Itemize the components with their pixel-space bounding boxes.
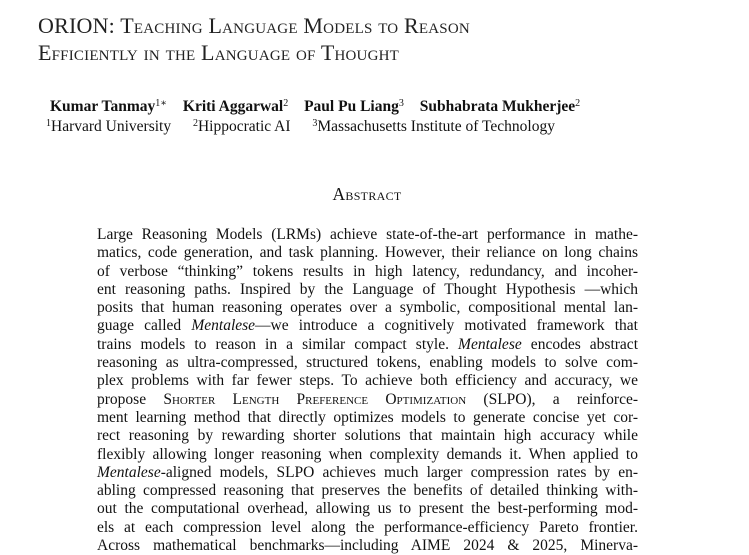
abstract-line	[97, 317, 638, 335]
author-list	[50, 97, 592, 117]
author	[50, 98, 167, 115]
abstract-line	[97, 336, 638, 354]
title-line-2: Efficiently in the Language of Thought	[38, 40, 399, 65]
abstract-line	[97, 409, 638, 427]
affiliation-name: Hippocratic AI	[197, 118, 291, 135]
abstract-text: -aligned models, SLPO achieves much larger compression rates by en-	[160, 463, 638, 481]
abstract-line	[97, 226, 638, 244]
author-marker: 2	[575, 98, 581, 109]
abstract-text: encodes abstract	[521, 335, 638, 353]
abstract-line	[97, 263, 638, 281]
abstract-line-cut-off	[97, 537, 638, 555]
abstract-text: reasoning as ultra-compressed, structured tokens, enabling models to solve com-	[97, 354, 638, 372]
abstract-text: of verbose “thinking” tokens results in high latency, redundancy, and incoher-	[97, 262, 638, 280]
author-name: Paul Pu Liang	[304, 98, 399, 115]
author-name: Kriti Aggarwal	[182, 98, 284, 115]
affiliation	[193, 118, 291, 135]
abstract-heading: Abstract	[332, 184, 402, 204]
abstract-body	[97, 226, 638, 555]
author-marker: 3	[398, 98, 404, 109]
abstract-line	[97, 519, 638, 537]
author	[420, 98, 580, 115]
slpo-method-name: Shorter Length Preference Optimization	[163, 390, 467, 408]
abstract-line	[97, 464, 638, 482]
abstract-line	[97, 482, 638, 500]
abstract-line	[97, 354, 638, 372]
author-name: Kumar Tanmay	[50, 98, 156, 115]
abstract-text: plex problems with far fewer steps. To achieve both efficiency and accuracy, we	[97, 372, 638, 390]
abstract-text: els at each compression level along the performance-efficiency Pareto frontier.	[97, 518, 638, 536]
affiliation-name: Harvard University	[51, 118, 172, 135]
mentalese-term: Mentalese	[191, 317, 256, 335]
abstract-line	[97, 299, 638, 317]
affiliation	[46, 118, 171, 135]
abstract-text: propose	[97, 390, 164, 408]
paper-title	[38, 12, 718, 66]
mentalese-term: Mentalese	[458, 335, 522, 353]
abstract-text: posits that human reasoning operates over a symbolic, compositional mental lan-	[97, 299, 638, 317]
abstract-text: —we introduce a cognitively motivated framework that	[255, 317, 638, 335]
author	[304, 98, 404, 115]
abstract-line	[97, 500, 638, 518]
affiliation-list	[46, 117, 573, 137]
title-line-1: ORION: Teaching Language Models to Reason	[38, 13, 470, 38]
abstract-text: trains models to reason in a similar compact style.	[97, 335, 459, 353]
abstract-text: ment learning method that directly optimizes models to generate concise yet cor-	[97, 408, 638, 426]
affiliation-marker: 1	[46, 118, 51, 129]
abstract-text: Across mathematical benchmarks—including AIME 2024 & 2025, Minerva-	[97, 537, 638, 555]
author-marker: 2	[283, 98, 289, 109]
author-marker: 1∗	[155, 98, 168, 109]
affiliation-name: Massachusetts Institute of Technology	[317, 118, 555, 135]
abstract-line	[97, 244, 638, 262]
abstract-line	[97, 391, 638, 409]
affiliation	[312, 118, 555, 135]
abstract-text: (SLPO), a reinforce-	[466, 390, 638, 408]
affiliation-marker: 3	[312, 118, 318, 129]
abstract-text: flexibly allowing longer reasoning when complexity demands it. When applied to	[97, 445, 638, 463]
abstract-line	[97, 281, 638, 299]
abstract-text: matics, code generation, and task planning. However, their reliance on long chains	[97, 244, 638, 262]
abstract-text: out the computational overhead, allowing us to present the best-performing mod-	[97, 500, 638, 518]
abstract-text: Large Reasoning Models (LRMs) achieve state-of-the-art performance in mathe-	[97, 226, 638, 243]
abstract-text: guage called	[97, 317, 192, 335]
affiliation-marker: 2	[192, 118, 198, 129]
abstract-line	[97, 427, 638, 445]
author-name: Subhabrata Mukherjee	[419, 98, 576, 115]
mentalese-term: Mentalese	[97, 463, 161, 481]
abstract-text: rect reasoning by rewarding shorter solutions that maintain high accuracy while	[97, 427, 638, 445]
abstract-text: ent reasoning paths. Inspired by the Language of Thought Hypothesis —which	[97, 280, 638, 298]
abstract-line	[97, 372, 638, 390]
abstract-text: abling compressed reasoning that preserves the benefits of detailed thinking with-	[97, 482, 638, 500]
author	[183, 98, 288, 115]
abstract-line	[97, 446, 638, 464]
